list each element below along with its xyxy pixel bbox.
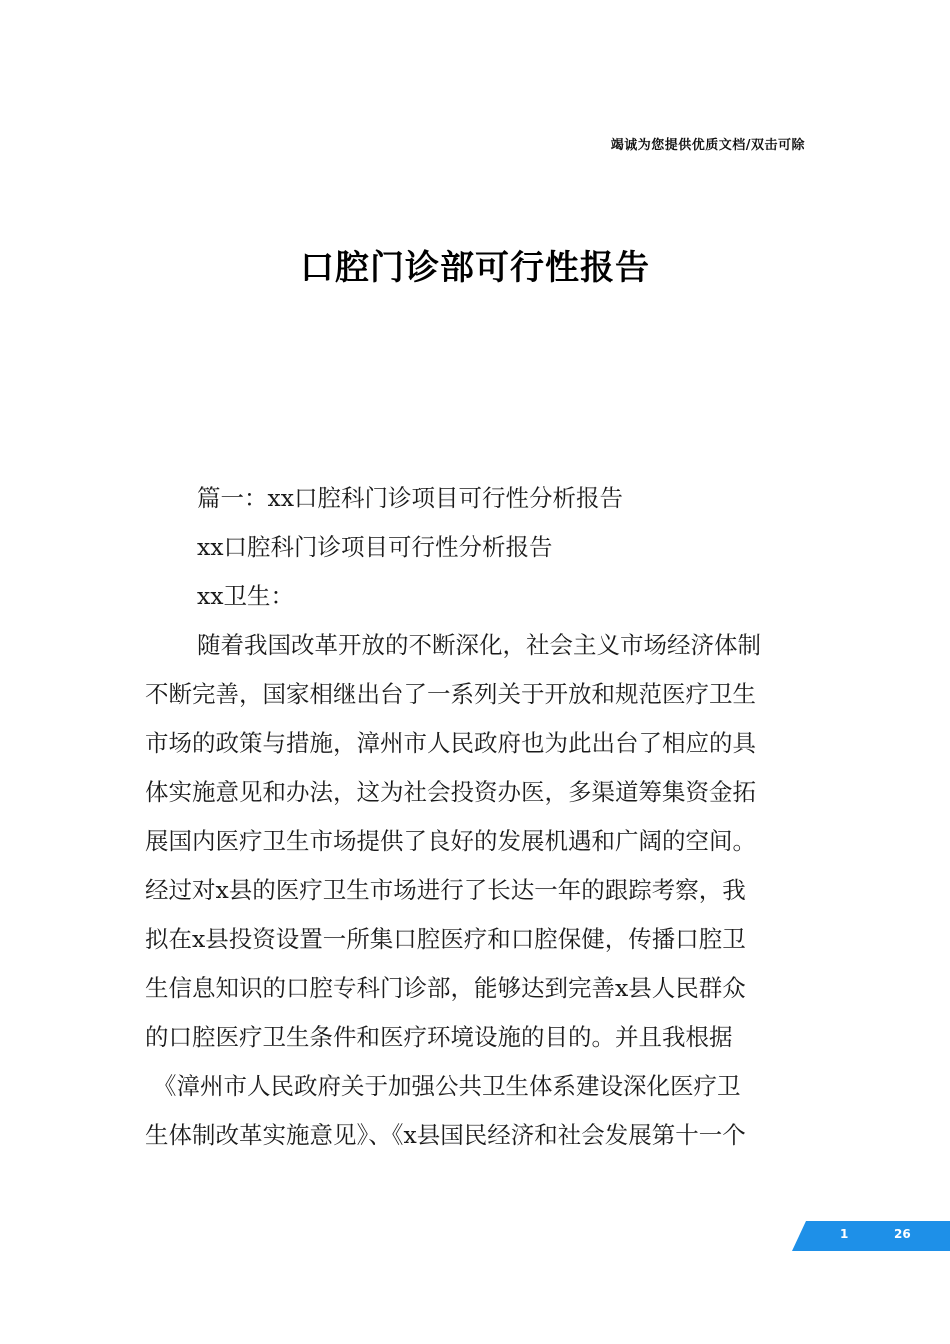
body-line: 拟在x县投资设置一所集口腔医疗和口腔保健，传播口腔卫	[145, 925, 746, 953]
body-line: 体实施意见和办法，这为社会投资办医，多渠道筹集资金拓	[145, 778, 756, 806]
body-line: 不断完善，国家相继出台了一系列关于开放和规范医疗卫生	[145, 680, 756, 708]
body-line: 经过对x县的医疗卫生市场进行了长达一年的跟踪考察，我	[145, 876, 746, 904]
body-line: xx卫生：	[197, 582, 295, 610]
page-number-current: 1	[840, 1227, 849, 1241]
document-body	[145, 474, 810, 1160]
body-line: 生体制改革实施意见》、《x县国民经济和社会发展第十一个	[145, 1121, 746, 1149]
page-number-total: 26	[894, 1227, 911, 1241]
body-line: 《漳州市人民政府关于加强公共卫生体系建设深化医疗卫	[153, 1072, 741, 1100]
body-line: xx口腔科门诊项目可行性分析报告	[197, 533, 553, 561]
document-title: 口腔门诊部可行性报告	[300, 248, 650, 288]
page-footer-banner	[792, 1221, 950, 1251]
body-line: 展国内医疗卫生市场提供了良好的发展机遇和广阔的空间。	[145, 827, 756, 855]
body-line: 生信息知识的口腔专科门诊部，能够达到完善x县人民群众	[145, 974, 746, 1002]
page-footer-shape	[792, 1221, 950, 1251]
header-note: 竭诚为您提供优质文档/双击可除	[610, 138, 805, 153]
body-line: 市场的政策与措施，漳州市人民政府也为此出台了相应的具	[145, 729, 756, 757]
body-line: 的口腔医疗卫生条件和医疗环境设施的目的。并且我根据	[145, 1023, 733, 1051]
body-line: 随着我国改革开放的不断深化，社会主义市场经济体制	[197, 631, 761, 659]
page-footer	[792, 1221, 950, 1251]
body-line: 篇一：xx口腔科门诊项目可行性分析报告	[197, 484, 624, 512]
